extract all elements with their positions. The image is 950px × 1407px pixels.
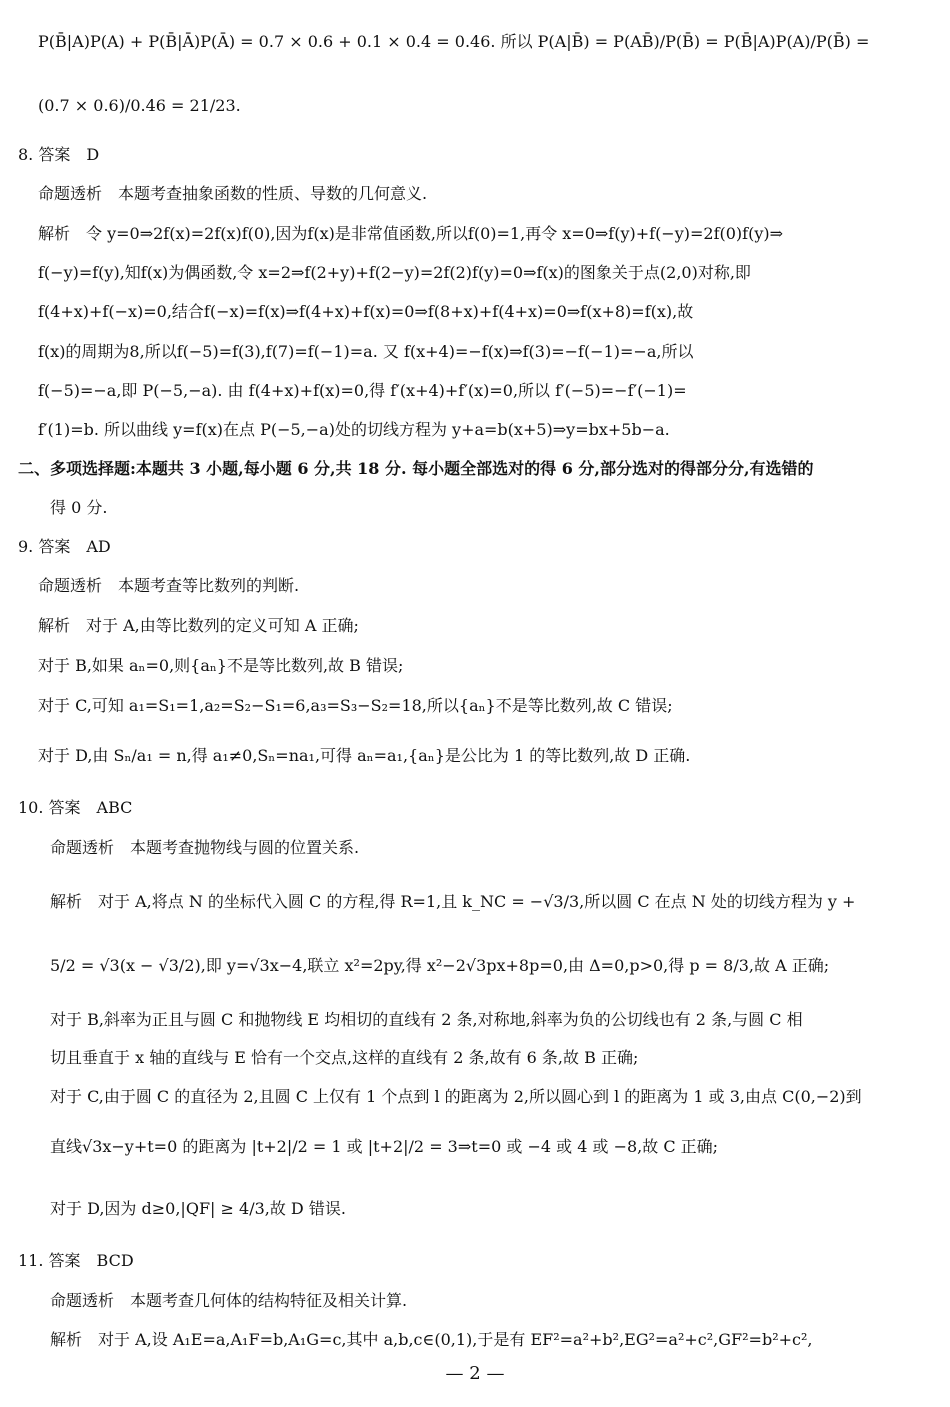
text-line: 解析 对于 A,将点 N 的坐标代入圆 C 的方程,得 R=1,且 k_NC = −√3/3,所以圆 C 在点 N 处的切线方程为 y + — [50, 892, 856, 911]
answer-heading-11: 11. 答案 BCD — [18, 1251, 134, 1270]
text-line: 命题透析 本题考查抽象函数的性质、导数的几何意义. — [38, 184, 428, 203]
text-line: 命题透析 本题考查几何体的结构特征及相关计算. — [50, 1291, 408, 1310]
text-line: P(B̄|A)P(A) + P(B̄|Ā)P(Ā) = 0.7 × 0.6 + 0.1 × 0.4 = 0.46. 所以 P(A|B̄) = P(AB̄)/P(B̄) = P(B̄|A)P(A)/P(B̄) = — [38, 32, 870, 51]
text-line: 命题透析 本题考查等比数列的判断. — [38, 576, 300, 595]
text-line: f′(1)=b. 所以曲线 y=f(x)在点 P(−5,−a)处的切线方程为 y+a=b(x+5)⇒y=bx+5b−a. — [38, 420, 670, 439]
text-line: 对于 B,斜率为正且与圆 C 和抛物线 E 均相切的直线有 2 条,对称地,斜率为负的公切线也有 2 条,与圆 C 相 — [50, 1010, 803, 1029]
text-line: 对于 B,如果 aₙ=0,则{aₙ}不是等比数列,故 B 错误; — [38, 656, 404, 675]
answer-heading-10: 10. 答案 ABC — [18, 798, 133, 817]
section-heading-cont: 得 0 分. — [50, 498, 108, 517]
text-line: 对于 C,可知 a₁=S₁=1,a₂=S₂−S₁=6,a₃=S₃−S₂=18,所以{aₙ}不是等比数列,故 C 错误; — [38, 696, 673, 715]
text-line: 解析 对于 A,设 A₁E=a,A₁F=b,A₁G=c,其中 a,b,c∈(0,1),于是有 EF²=a²+b²,EG²=a²+c²,GF²=b²+c², — [50, 1330, 813, 1349]
answer-heading-8: 8. 答案 D — [18, 145, 100, 164]
text-line: 切且垂直于 x 轴的直线与 E 恰有一个交点,这样的直线有 2 条,故有 6 条,故 B 正确; — [50, 1048, 639, 1067]
section-heading: 二、多项选择题:本题共 3 小题,每小题 6 分,共 18 分. 每小题全部选对的得 6 分,部分选对的得部分分,有选错的 — [18, 459, 814, 478]
text-line: 5/2 = √3(x − √3/2),即 y=√3x−4,联立 x²=2py,得 x²−2√3px+8p=0,由 Δ=0,p>0,得 p = 8/3,故 A 正确; — [50, 956, 830, 975]
answer-heading-9: 9. 答案 AD — [18, 537, 111, 556]
text-line: 对于 D,因为 d≥0,|QF| ≥ 4/3,故 D 错误. — [50, 1199, 346, 1218]
text-line: 解析 对于 A,由等比数列的定义可知 A 正确; — [38, 616, 359, 635]
text-line: 解析 令 y=0⇒2f(x)=2f(x)f(0),因为f(x)是非常值函数,所以f(0)=1,再令 x=0⇒f(y)+f(−y)=2f(0)f(y)⇒ — [38, 224, 784, 243]
text-line: 对于 D,由 Sₙ/a₁ = n,得 a₁≠0,Sₙ=na₁,可得 aₙ=a₁,{aₙ}是公比为 1 的等比数列,故 D 正确. — [38, 746, 691, 765]
text-line: 直线√3x−y+t=0 的距离为 |t+2|/2 = 1 或 |t+2|/2 = 3⇒t=0 或 −4 或 4 或 −8,故 C 正确; — [50, 1137, 719, 1156]
text-line: 对于 C,由于圆 C 的直径为 2,且圆 C 上仅有 1 个点到 l 的距离为 2,所以圆心到 l 的距离为 1 或 3,由点 C(0,−2)到 — [50, 1087, 862, 1106]
text-line: f(4+x)+f(−x)=0,结合f(−x)=f(x)⇒f(4+x)+f(x)=0⇒f(8+x)+f(4+x)=0⇒f(x+8)=f(x),故 — [38, 302, 694, 321]
text-line: (0.7 × 0.6)/0.46 = 21/23. — [38, 96, 241, 115]
page-number: — 2 — — [445, 1363, 505, 1384]
text-line: f(−5)=−a,即 P(−5,−a). 由 f(4+x)+f(x)=0,得 f′(x+4)+f′(x)=0,所以 f′(−5)=−f′(−1)= — [38, 381, 687, 400]
text-line: f(−y)=f(y),知f(x)为偶函数,令 x=2⇒f(2+y)+f(2−y)=2f(2)f(y)=0⇒f(x)的图象关于点(2,0)对称,即 — [38, 263, 751, 282]
text-line: f(x)的周期为8,所以f(−5)=f(3),f(7)=f(−1)=a. 又 f(x+4)=−f(x)⇒f(3)=−f(−1)=−a,所以 — [38, 342, 694, 361]
text-line: 命题透析 本题考查抛物线与圆的位置关系. — [50, 838, 360, 857]
